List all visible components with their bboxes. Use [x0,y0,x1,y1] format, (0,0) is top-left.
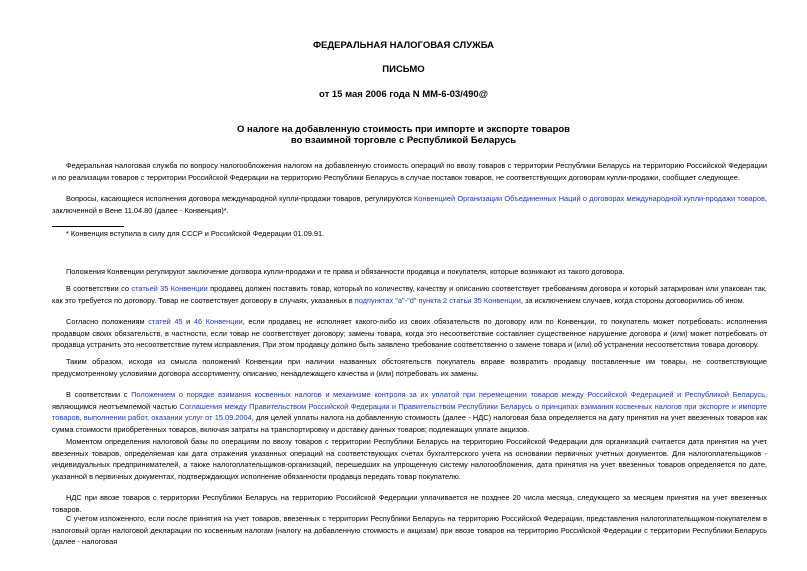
paragraph-2 [52,193,767,216]
link-agreement-2004[interactable]: Соглашения между Правительством Российской Федерации и Правительством Республики Беларусь о принципах взимания косвенных налогов при экспорте и импорте товаров, выполнении работ, оказании услуг от 15.09.2004 [52,401,768,423]
link-article-35[interactable]: статьей 35 Конвенции [131,284,208,293]
document-type-heading: ПИСЬМО [382,64,425,75]
paragraph-7 [52,389,767,435]
paragraph-8: Моментом определения налоговой базы по операциям по ввозу товаров с территории Республики Беларусь на территорию Российской Федерации для организаций считается дата принятия на учет ввезенных товаров, определяемая как дата отражения указанных операций на соответствующих счетах бухгалтерского учета на основании первичных учетных документов. Для налогоплательщиков - индивидуальных предпринимателей, а также налогоплательщиков-организаций, перешедших на упрощенную систему налогообложения, дата принятия на учет ввезенных товаров определяется по дате, указанной в первичных документах, подтверждающих исполнение обязанности продавца передать товар покупателю. [52,437,767,481]
paragraph-7-text-a: В соответствии с [66,390,132,399]
paragraph-7-text-b: , являющимся неотъемлемой частью [52,390,767,411]
paragraph-7-text-c: , для целей уплаты налога на добавленную стоимость (далее - НДС) налоговая база определяется на дату принятия на учет ввезенных товаров как сумма стоимости приобретенных товаров, включая затраты на транспортировку и доставку данных товаров; подлежащих уплате акцизов. [52,413,767,434]
agency-heading: ФЕДЕРАЛЬНАЯ НАЛОГОВАЯ СЛУЖБА [312,40,495,51]
subject-heading-line-2: во взаимной торговле с Республикой Беларусь [290,135,517,146]
paragraph-5-text-a: Согласно положениям [66,317,149,326]
paragraph-4-text-c: , за исключением случаев, когда стороны договорились об ином. [520,295,745,305]
paragraph-4-text-a: В соответствии со [66,284,132,293]
subject-heading-line-1: О налоге на добавленную стоимость при импорте и экспорте товаров [236,124,571,135]
footnote: * Конвенция вступила в силу для СССР и Российской Федерации 01.09.91. [66,229,325,238]
paragraph-2-text-a: Вопросы, касающиеся исполнения договора международной купли-продажи товаров, регулируются [66,194,414,203]
paragraph-5 [52,316,767,351]
paragraph-6: Таким образом, исходя из смысла положений Конвенции при наличии названных обстоятельств покупатель вправе возвратить продавцу поставленные им товары, не соответствующие предусмотренному условиями договора ассортименту, описанию, ненадлежащего качества и (или) потребовать их замены. [52,357,767,378]
paragraph-9: НДС при ввозе товаров с территории Республики Беларусь на территорию Российской Федерации уплачивается не позднее 20 числа месяца, следующего за месяцем принятия на учет ввезенных товаров. [52,493,767,514]
link-article-45[interactable]: статей 45 [148,317,183,326]
paragraph-2-text-b: , заключенной в Вене 11.04.80 (далее - Конвенция)*. [52,194,768,215]
paragraph-4 [52,283,767,306]
paragraph-5-text-c: , если продавец не исполняет какого-либо из своих обязательств по договору или по Конвенции, то покупатель может потребовать: исполнения продавцом своих обязательств, в частности, если товар не соответствует договору; замены товара, когда это несоответствие составляет существенное нарушение договора и (или) может потребовать от продавца устранить это несоответствие путем исправления. При этом продавцу должно быть заявлено требование соответственно о замене товара и (или) об устранении несоответствия товара договору. [52,317,767,350]
paragraph-5-text-b: и [182,317,194,326]
date-number-heading: от 15 мая 2006 года N ММ-6-03/490@ [319,89,488,100]
paragraph-4-text-b: продавец должен поставить товар, который по количеству, качеству и описанию соответствует требованиям договора и который затарирован или упакован так, как это требуется по договору. Товар не соответствует договору в случаях, указанных в [52,284,767,305]
paragraph-10: С учетом изложенного, если после принятия на учет товаров, ввезенных с территории Республики Беларусь на территорию Российской Федерации, представления налогоплательщиком-покупателем в налоговый орган налоговой декларации по косвенным налогам (налогу на добавленную стоимость и акцизам) при ввозе товаров на территорию Российской Федерации с территории Республики Беларусь (далее - налоговая [52,514,767,547]
link-regulation-indirect-taxes[interactable]: Положением о порядке взимания косвенных налогов и механизме контроля за их уплатой при перемещении товаров между Российской Федерацией и Республикой Беларусь [131,390,765,399]
paragraph-3: Положения Конвенции регулируют заключение договора купли-продажи и те права и обязанности продавца и покупателя, которые возникают из такого договора. [66,267,625,276]
paragraph-1: Федеральная налоговая служба по вопросу налогообложения налогом на добавленную стоимость операций по ввозу товаров с территории Республики Беларусь на территорию Российской Федерации и по реализации товаров с территории Российской Федерации на территорию Республики Беларусь в случае поставок товаров, не соответствующих договорам купли-продажи, сообщает следующее. [52,161,767,182]
link-article-46[interactable]: 46 Конвенции [193,317,243,326]
footnote-separator [52,226,124,227]
link-subparagraphs-a-d[interactable]: подпунктах "а"-"d" пункта 2 статьи 35 Конвенции [354,295,521,305]
link-un-convention[interactable]: Конвенцией Организации Объединенных Наций о договорах международной купли-продажи товаров [414,194,765,203]
